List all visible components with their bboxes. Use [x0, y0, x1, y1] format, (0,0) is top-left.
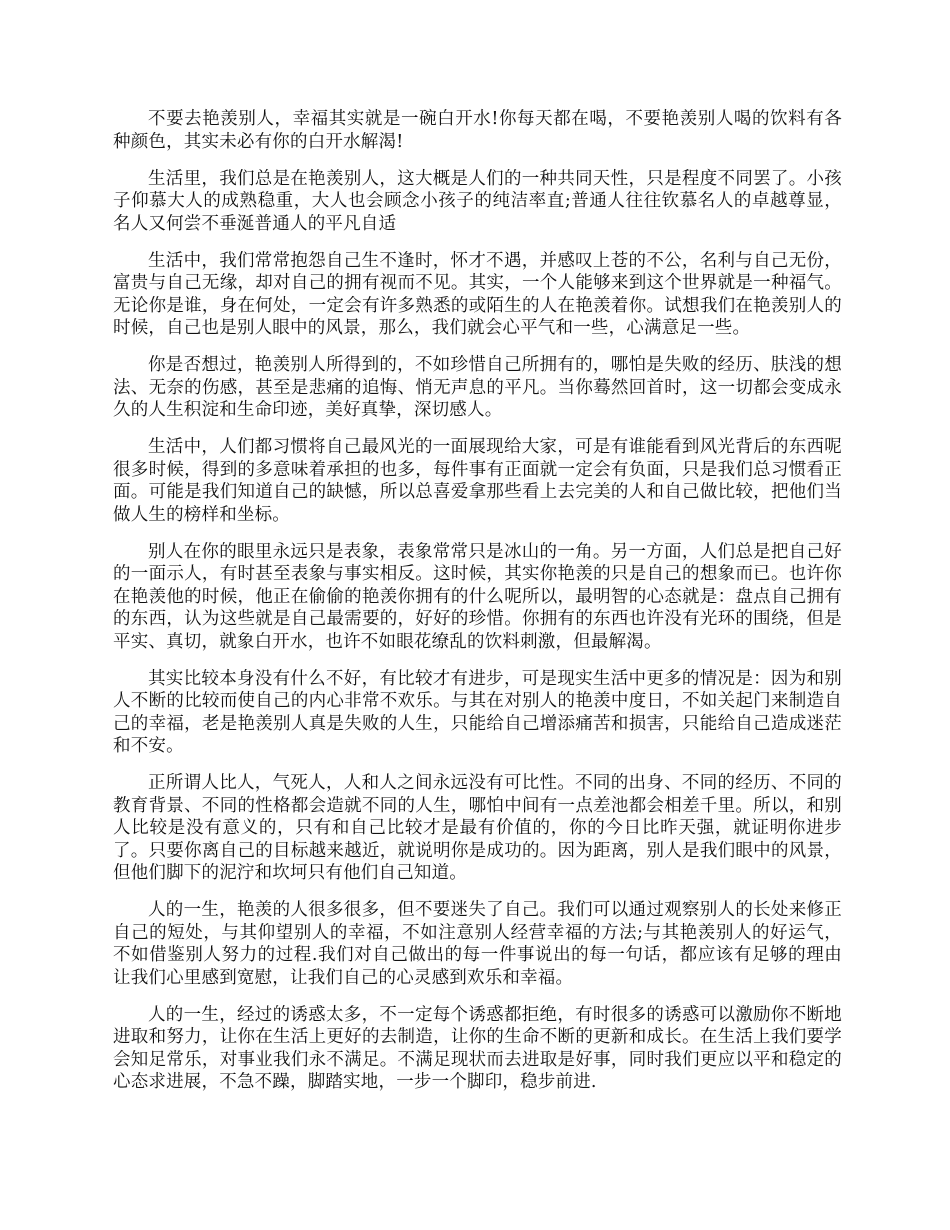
paragraph: 正所谓人比人，气死人，人和人之间永远没有可比性。不同的出身、不同的经历、不同的教育背景、不同的性格都会造就不同的人生，哪怕中间有一点差池都会相差千里。所以，和别人比较是没有意义的，只有和自己比较才是最有价值的，你的今日比昨天强，就证明你进步了。只要你离自己的目标越来越近，就说明你是成功的。因为距离，别人是我们眼中的风景，但他们脚下的泥泞和坎坷只有他们自己知道。: [113, 773, 842, 883]
paragraph: 生活里，我们总是在艳羡别人，这大概是人们的一种共同天性，只是程度不同罢了。小孩子仰慕大人的成熟稳重，大人也会顾念小孩子的纯洁率直;普通人往往钦慕名人的卓越尊显，名人又何尝不垂涎普通人的平凡自适: [113, 168, 842, 234]
paragraph: 你是否想过，艳羡别人所得到的，不如珍惜自己所拥有的，哪怕是失败的经历、肤浅的想法、无奈的伤感，甚至是悲痛的追悔、悄无声息的平凡。当你蓦然回首时，这一切都会变成永久的人生积淀和生命印迹，美好真挚，深切感人。: [113, 355, 842, 420]
paragraph: 其实比较本身没有什么不好，有比较才有进步，可是现实生活中更多的情况是：因为和别人不断的比较而使自己的内心非常不欢乐。与其在对别人的艳羡中度日，不如关起门来制造自己的幸福，老是艳羡别人真是失败的人生，只能给自己增添痛苦和损害，只能给自己造成迷茫和不安。: [113, 668, 842, 756]
paragraph: 人的一生，艳羡的人很多很多，但不要迷失了自己。我们可以通过观察别人的长处来修正自己的短处，与其仰望别人的幸福，不如注意别人经营幸福的方法;与其艳羡别人的好运气，不如借鉴别人努力的过程.我们对自己做出的每一件事说出的每一句话，都应该有足够的理由让我们心里感到宽慰，让我们自己的心灵感到欢乐和幸福。: [113, 900, 842, 988]
paragraph: 人的一生，经过的诱惑太多，不一定每个诱惑都拒绝，有时很多的诱惑可以激励你不断地进取和努力，让你在生活上更好的去制造，让你的生命不断的更新和成长。在生活上我们要学会知足常乐，对事业我们永不满足。不满足现状而去进取是好事，同时我们更应以平和稳定的心态求进展，不急不躁，脚踏实地，一步一个脚印，稳步前进.: [113, 1004, 842, 1092]
paragraph: 生活中，我们常常抱怨自己生不逢时，怀才不遇，并感叹上苍的不公，名利与自己无份，富贵与自己无缘，却对自己的拥有视而不见。其实，一个人能够来到这个世界就是一种福气。无论你是谁，身在何处，一定会有许多熟悉的或陌生的人在艳羡着你。试想我们在艳羡别人的时候，自己也是别人眼中的风景，那么，我们就会心平气和一些，心满意足一些。: [113, 250, 842, 338]
paragraph: 别人在你的眼里永远只是表象，表象常常只是冰山的一角。另一方面，人们总是把自己好的一面示人，有时甚至表象与事实相反。这时候，其实你艳羡的只是自己的想象而已。也许你在艳羡他的时候，他正在偷偷的艳羡你拥有的什么呢所以，最明智的心态就是：盘点自己拥有的东西，认为这些就是自己最需要的，好好的珍惜。你拥有的东西也许没有光环的围绕，但是平实、真切，就象白开水，也许不如眼花缭乱的饮料刺激，但最解渴。: [113, 541, 842, 652]
paragraph: 生活中，人们都习惯将自己最风光的一面展现给大家，可是有谁能看到风光背后的东西呢很多时候，得到的多意味着承担的也多，每件事有正面就一定会有负面，只是我们总习惯看正面。可能是我们知道自己的缺憾，所以总喜爱拿那些看上去完美的人和自己做比较，把他们当做人生的榜样和坐标。: [113, 437, 842, 525]
paragraph: 不要去艳羡别人，幸福其实就是一碗白开水!你每天都在喝，不要艳羡别人喝的饮料有各种颜色，其实未必有你的白开水解渴!: [113, 109, 842, 152]
